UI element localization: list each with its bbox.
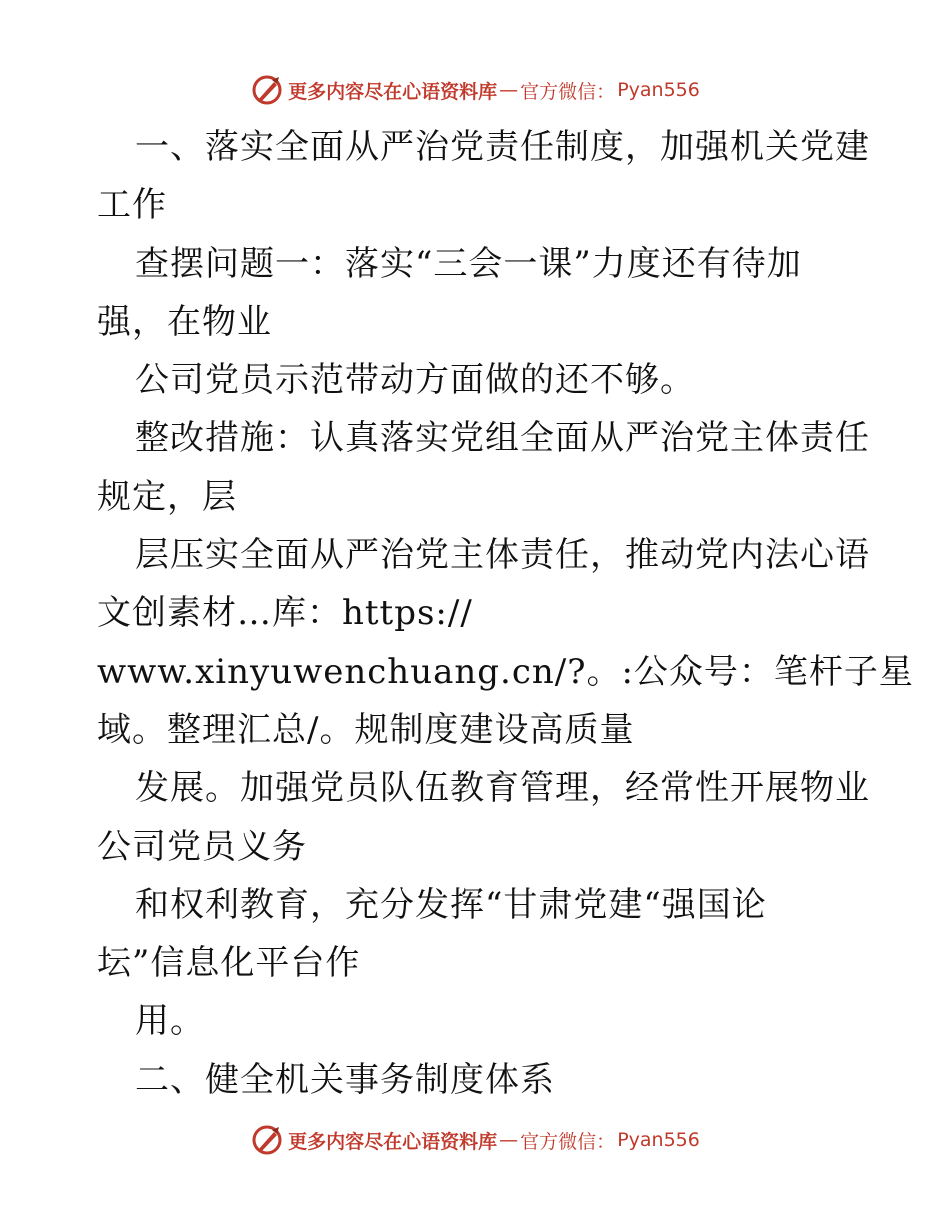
quill-circle-icon [250, 1123, 284, 1157]
watermark-separator: — [499, 1129, 519, 1151]
heading-section-1: 一、落实全面从严治党责任制度，加强机关党建 [135, 127, 870, 167]
paragraph-line: www.xinyuwenchuang.cn/?。:公众号：笔杆子星 [97, 651, 914, 692]
paragraph-line: 域。整理汇总/。规制度建设高质量 [97, 709, 635, 750]
header-watermark [0, 70, 950, 110]
document-body [97, 118, 914, 1109]
watermark-wechat-id: Pyan556 [617, 79, 700, 101]
footer-watermark [0, 1120, 950, 1160]
watermark-main-text: 更多内容尽在心语资料库 [288, 1130, 498, 1153]
paragraph-line: 查摆问题一：落实“三会一课”力度还有待加 [135, 243, 802, 284]
heading-section-2: 二、健全机关事务制度体系 [135, 1059, 555, 1100]
paragraph-line: 公司党员示范带动方面做的还不够。 [135, 360, 695, 401]
watermark-side-text: 官方微信： [520, 80, 616, 103]
paragraph-line: 发展。加强党员队伍教育管理，经常性开展物业 [135, 768, 870, 809]
paragraph-line: 规定，层 [97, 476, 237, 517]
paragraph-line: 坛”信息化平台作 [97, 943, 361, 984]
paragraph-line: 文创素材…库：https:// [97, 593, 473, 634]
paragraph-line: 强，在物业 [97, 301, 272, 342]
watermark-wechat-id: Pyan556 [617, 1129, 700, 1151]
paragraph-line: 和权利教育，充分发挥“甘肃党建“强国论 [135, 884, 767, 925]
paragraph-line: 工作 [97, 185, 167, 226]
paragraph-line: 层压实全面从严治党主体责任，推动党内法心语 [135, 535, 870, 576]
watermark-side-text: 官方微信： [520, 1130, 616, 1153]
watermark-separator: — [499, 79, 519, 101]
paragraph-line: 公司党员义务 [97, 826, 307, 867]
quill-circle-icon [250, 73, 284, 107]
paragraph-line: 整改措施：认真落实党组全面从严治党主体责任 [135, 418, 870, 459]
watermark-main-text: 更多内容尽在心语资料库 [288, 80, 498, 103]
paragraph-line: 用。 [135, 1001, 205, 1042]
